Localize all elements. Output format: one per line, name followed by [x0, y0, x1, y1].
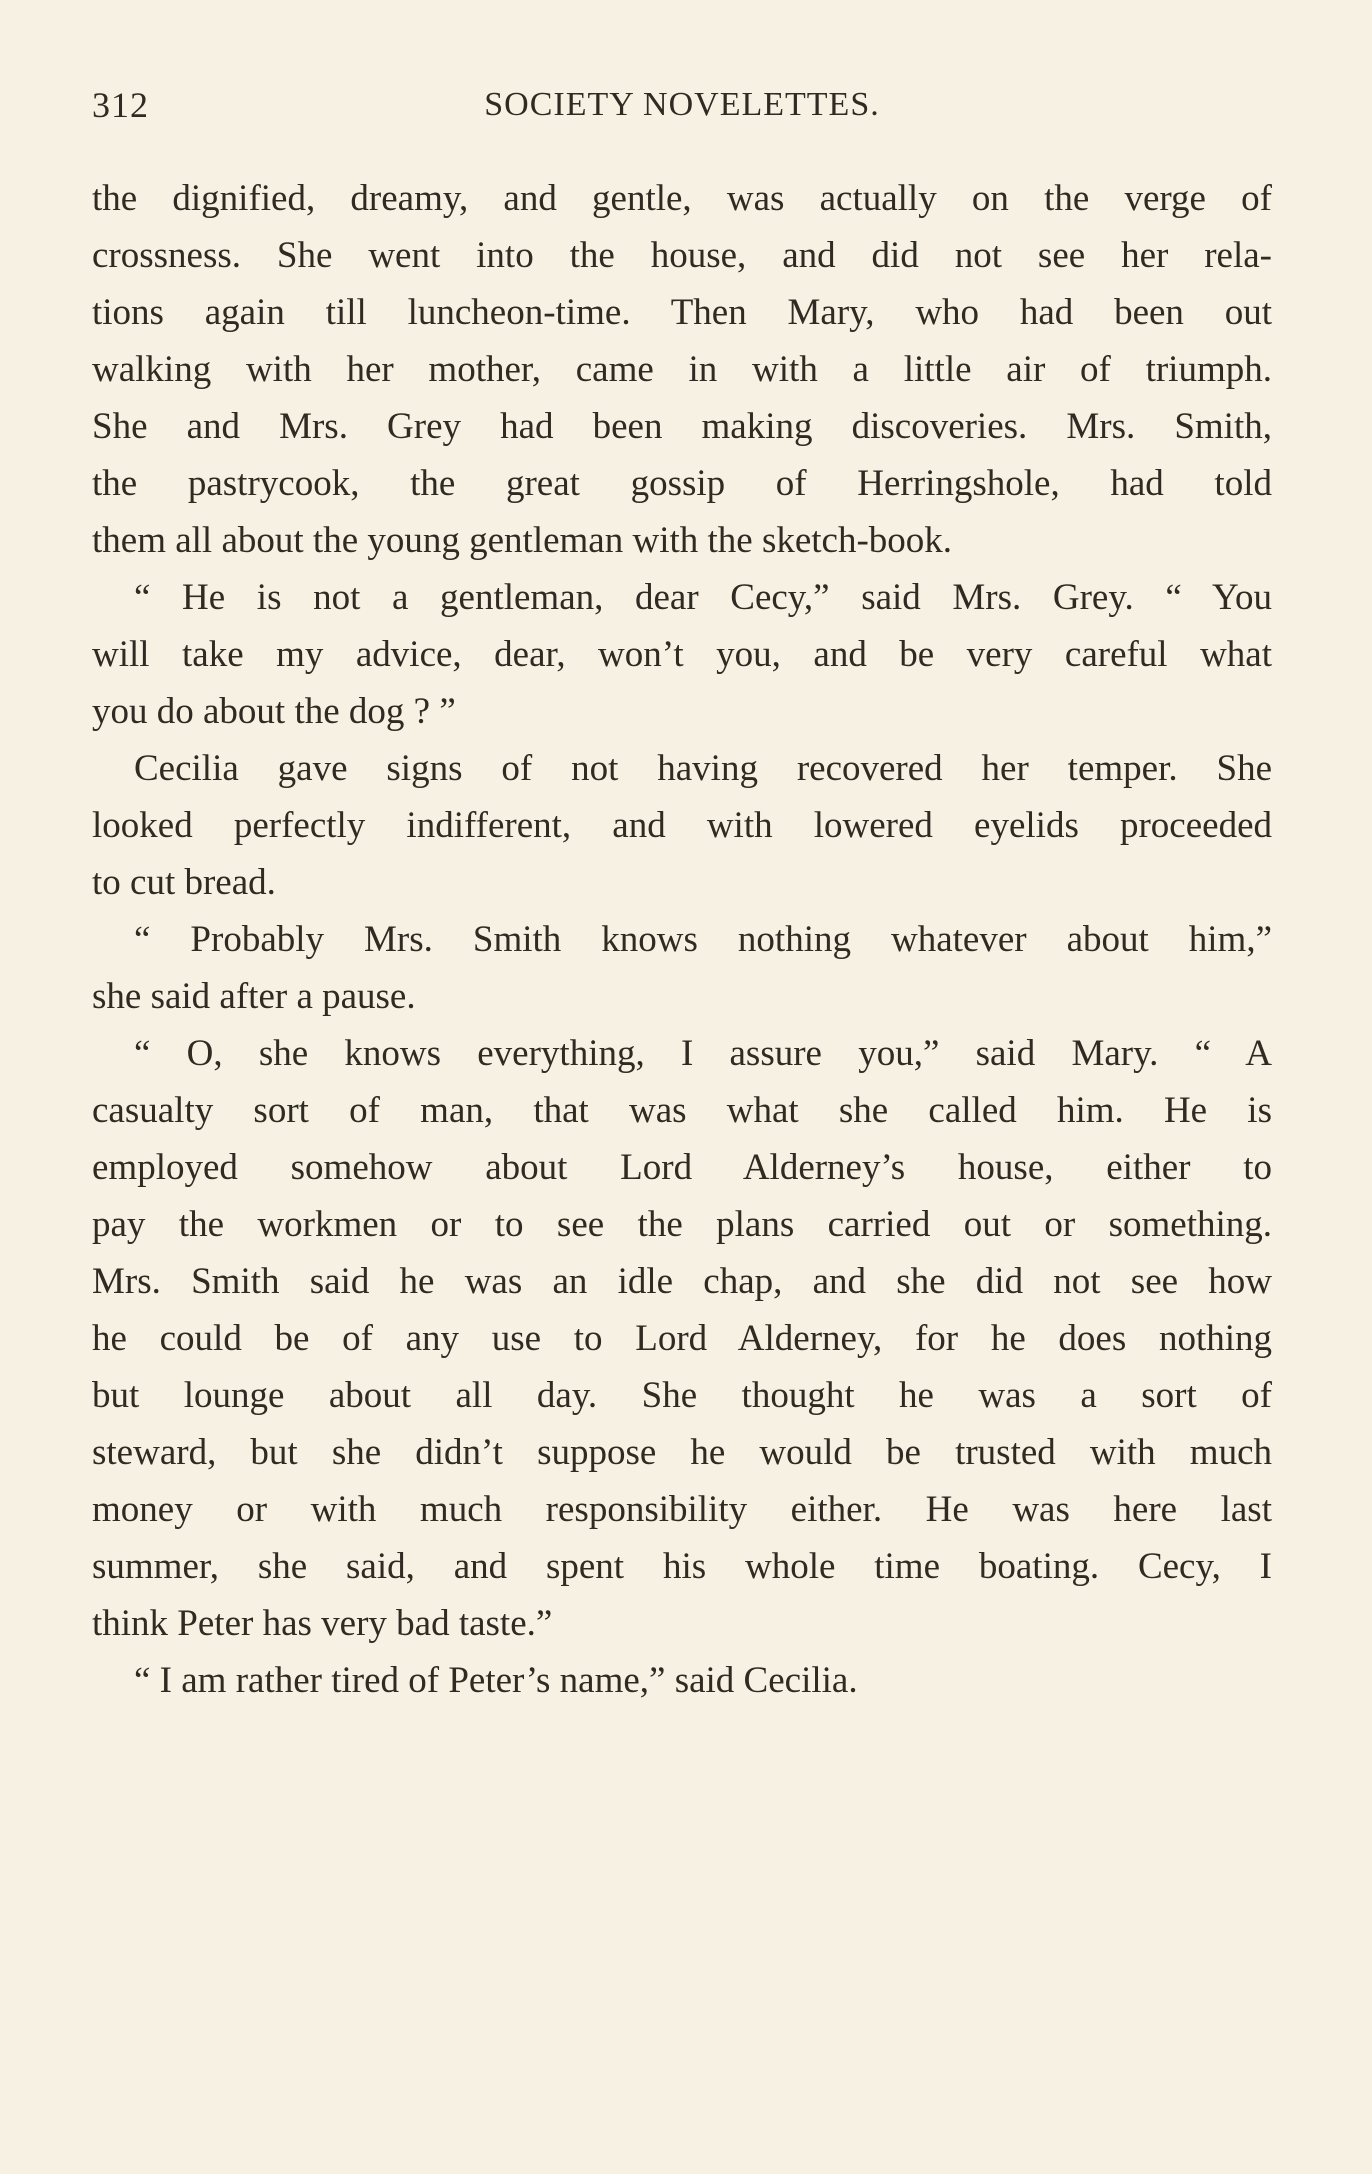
text-line: but lounge about all day. She thought he was a sort of: [92, 1375, 1272, 1416]
text-line: the dignified, dreamy, and gentle, was actually on the verge of: [92, 178, 1272, 219]
text-line: you do about the dog ? ”: [92, 691, 456, 732]
text-line: she said after a pause.: [92, 976, 416, 1017]
text-line: think Peter has very bad taste.”: [92, 1603, 553, 1644]
text-line: “ He is not a gentleman, dear Cecy,” said Mrs. Grey. “ You: [134, 577, 1272, 618]
text-line: casualty sort of man, that was what she called him. He is: [92, 1090, 1272, 1131]
running-title: SOCIETY NOVELETTES.: [484, 86, 880, 123]
text-line: tions again till luncheon-time. Then Mary, who had been out: [92, 292, 1272, 333]
text-line: will take my advice, dear, won’t you, and be very careful what: [92, 634, 1272, 675]
text-line: looked perfectly indifferent, and with lowered eyelids proceeded: [92, 805, 1272, 846]
running-head: [92, 80, 1272, 130]
text-line: them all about the young gentleman with the sketch-book.: [92, 520, 953, 561]
text-line: steward, but she didn’t suppose he would be trusted with much: [92, 1432, 1272, 1473]
body-text: [92, 170, 1272, 1709]
text-line: “ O, she knows everything, I assure you,” said Mary. “ A: [134, 1033, 1272, 1074]
text-line: crossness. She went into the house, and did not see her rela-: [92, 235, 1272, 276]
text-line: “ Probably Mrs. Smith knows nothing whatever about him,”: [134, 919, 1272, 960]
page-number: 312: [92, 85, 149, 125]
text-line: She and Mrs. Grey had been making discoveries. Mrs. Smith,: [92, 406, 1272, 447]
text-line: Cecilia gave signs of not having recovered her temper. She: [134, 748, 1272, 789]
text-line: Mrs. Smith said he was an idle chap, and she did not see how: [92, 1261, 1272, 1302]
text-line: he could be of any use to Lord Alderney, for he does nothing: [92, 1318, 1272, 1359]
text-line: pay the workmen or to see the plans carried out or something.: [92, 1204, 1272, 1245]
text-line: to cut bread.: [92, 862, 276, 903]
text-line: the pastrycook, the great gossip of Herringshole, had told: [92, 463, 1272, 504]
text-line: “ I am rather tired of Peter’s name,” said Cecilia.: [134, 1660, 858, 1701]
text-line: employed somehow about Lord Alderney’s house, either to: [92, 1147, 1272, 1188]
text-line: money or with much responsibility either. He was here last: [92, 1489, 1272, 1530]
text-line: summer, she said, and spent his whole time boating. Cecy, I: [92, 1546, 1272, 1587]
text-line: walking with her mother, came in with a little air of triumph.: [92, 349, 1272, 390]
